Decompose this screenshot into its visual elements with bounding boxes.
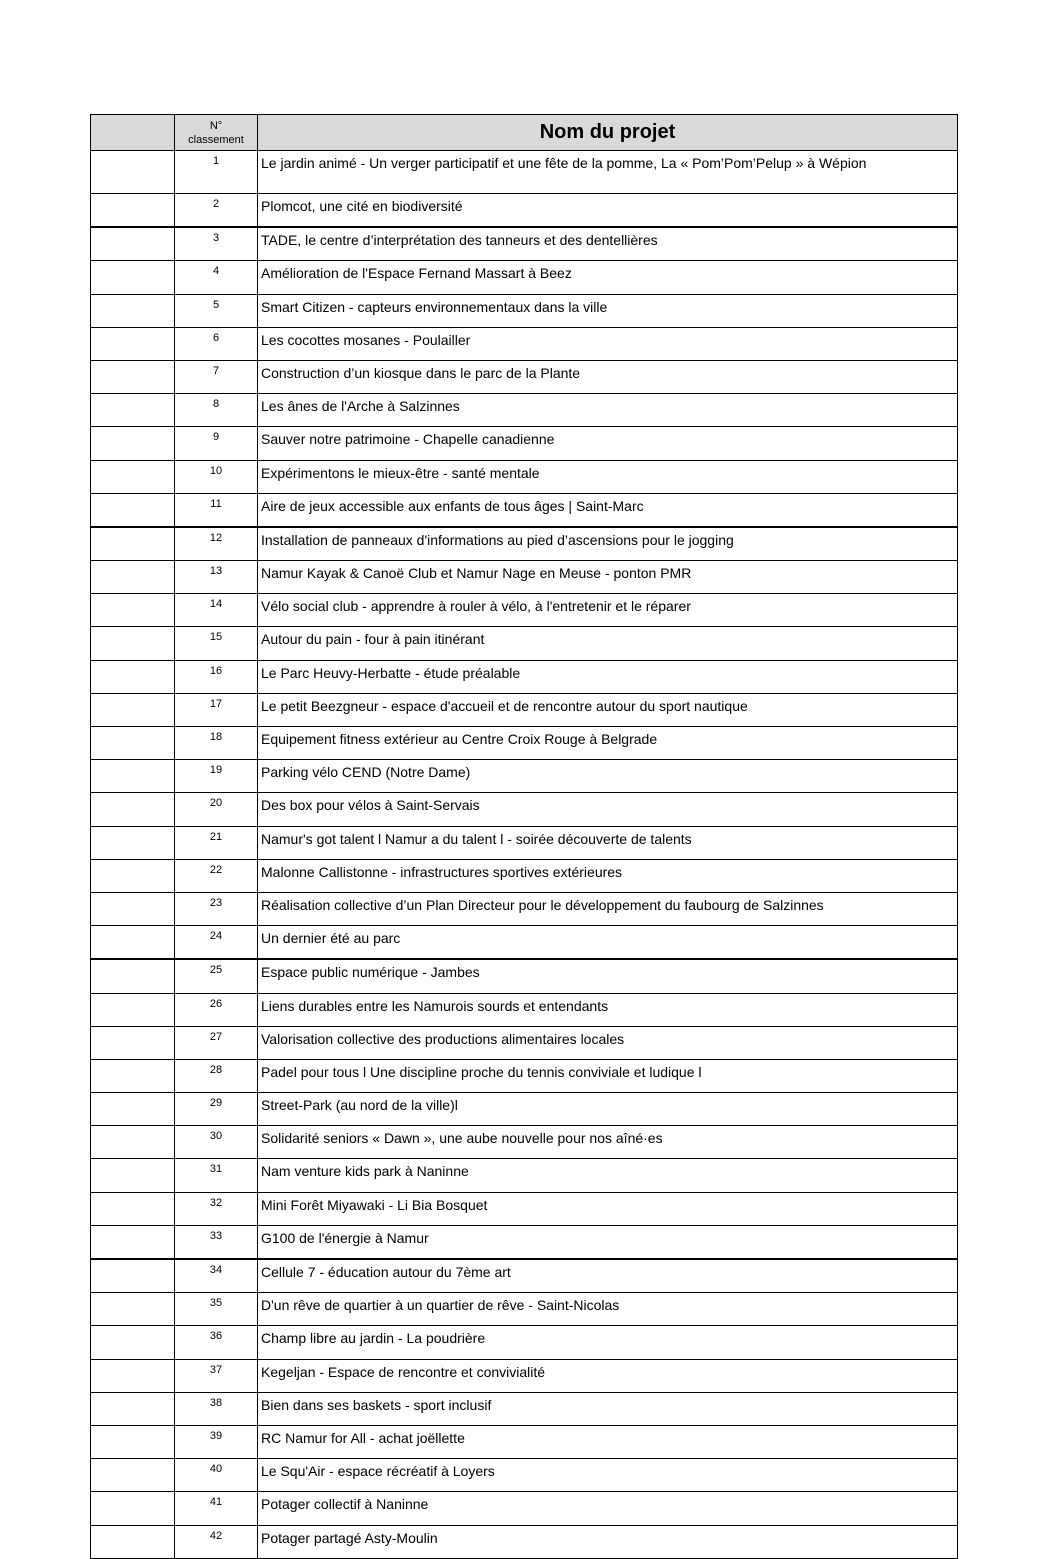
row-blank-cell (91, 327, 175, 360)
table-row (91, 227, 958, 261)
table-row (91, 1359, 958, 1392)
row-project-name: Sauver notre patrimoine - Chapelle canadienne (258, 427, 958, 460)
table-row (91, 1192, 958, 1225)
row-blank-cell (91, 727, 175, 760)
row-rank: 39 (175, 1425, 258, 1458)
row-project-name: Bien dans ses baskets - sport inclusif (258, 1392, 958, 1425)
row-blank-cell (91, 1459, 175, 1492)
row-project-name: Potager partagé Asty-Moulin (258, 1525, 958, 1558)
row-project-name: Aire de jeux accessible aux enfants de tous âges | Saint-Marc (258, 493, 958, 527)
row-project-name: Mini Forêt Miyawaki - Li Bia Bosquet (258, 1192, 958, 1225)
table-row (91, 1093, 958, 1126)
row-project-name: TADE, le centre d’interprétation des tanneurs et des dentellières (258, 227, 958, 261)
row-rank: 8 (175, 394, 258, 427)
row-blank-cell (91, 826, 175, 859)
row-rank: 9 (175, 427, 258, 460)
row-rank: 32 (175, 1192, 258, 1225)
row-project-name: Nam venture kids park à Naninne (258, 1159, 958, 1192)
row-project-name: D'un rêve de quartier à un quartier de rêve - Saint-Nicolas (258, 1293, 958, 1326)
row-blank-cell (91, 527, 175, 561)
row-project-name: Namur Kayak & Canoë Club et Namur Nage en Meuse - ponton PMR (258, 561, 958, 594)
table-row (91, 527, 958, 561)
row-blank-cell (91, 561, 175, 594)
table-row (91, 959, 958, 993)
row-rank: 5 (175, 294, 258, 327)
table-row (91, 1059, 958, 1092)
table-row (91, 826, 958, 859)
row-blank-cell (91, 1093, 175, 1126)
row-rank: 20 (175, 793, 258, 826)
row-project-name: Le Parc Heuvy-Herbatte - étude préalable (258, 660, 958, 693)
table-row (91, 327, 958, 360)
row-rank: 40 (175, 1459, 258, 1492)
row-rank: 3 (175, 227, 258, 261)
table-row (91, 1126, 958, 1159)
row-project-name: Autour du pain - four à pain itinérant (258, 627, 958, 660)
row-rank: 12 (175, 527, 258, 561)
row-blank-cell (91, 394, 175, 427)
row-project-name: Malonne Callistonne - infrastructures sportives extérieures (258, 859, 958, 892)
table-row (91, 294, 958, 327)
row-rank: 33 (175, 1225, 258, 1259)
row-rank: 2 (175, 194, 258, 228)
row-blank-cell (91, 1525, 175, 1558)
row-project-name: Expérimentons le mieux-être - santé mentale (258, 460, 958, 493)
row-project-name: Liens durables entre les Namurois sourds et entendants (258, 993, 958, 1026)
row-rank: 1 (175, 151, 258, 194)
header-rank-label-line2: classement (188, 133, 244, 146)
row-rank: 41 (175, 1492, 258, 1525)
row-rank: 14 (175, 594, 258, 627)
row-blank-cell (91, 1326, 175, 1359)
row-blank-cell (91, 1425, 175, 1458)
row-blank-cell (91, 926, 175, 960)
row-project-name: Le petit Beezgneur - espace d'accueil et de rencontre autour du sport nautique (258, 693, 958, 726)
row-blank-cell (91, 261, 175, 294)
table-header-row (91, 115, 958, 151)
header-rank-label-line1: N° (209, 119, 223, 132)
row-project-name: Smart Citizen - capteurs environnementaux dans la ville (258, 294, 958, 327)
row-rank: 10 (175, 460, 258, 493)
row-project-name: Réalisation collective d’un Plan Directeur pour le développement du faubourg de Salzinnes (258, 892, 958, 925)
row-project-name: Amélioration de l'Espace Fernand Massart à Beez (258, 261, 958, 294)
row-blank-cell (91, 294, 175, 327)
table-row (91, 1459, 958, 1492)
row-blank-cell (91, 627, 175, 660)
table-row (91, 727, 958, 760)
row-blank-cell (91, 760, 175, 793)
row-blank-cell (91, 1126, 175, 1159)
row-rank: 25 (175, 959, 258, 993)
row-rank: 36 (175, 1326, 258, 1359)
row-rank: 42 (175, 1525, 258, 1558)
table-body (91, 151, 958, 1559)
row-rank: 24 (175, 926, 258, 960)
row-project-name: Potager collectif à Naninne (258, 1492, 958, 1525)
row-blank-cell (91, 460, 175, 493)
table-row (91, 1293, 958, 1326)
table-row (91, 261, 958, 294)
row-rank: 37 (175, 1359, 258, 1392)
row-blank-cell (91, 227, 175, 261)
table-row (91, 1425, 958, 1458)
row-blank-cell (91, 360, 175, 393)
table-row (91, 394, 958, 427)
row-blank-cell (91, 1059, 175, 1092)
table-row (91, 151, 958, 194)
row-project-name: Construction d’un kiosque dans le parc de la Plante (258, 360, 958, 393)
row-project-name: Parking vélo CEND (Notre Dame) (258, 760, 958, 793)
row-rank: 34 (175, 1259, 258, 1293)
table-row (91, 993, 958, 1026)
row-blank-cell (91, 194, 175, 228)
header-project-name: Nom du projet (258, 115, 958, 151)
row-blank-cell (91, 892, 175, 925)
row-rank: 11 (175, 493, 258, 527)
table-row (91, 660, 958, 693)
row-blank-cell (91, 859, 175, 892)
row-blank-cell (91, 1359, 175, 1392)
row-rank: 16 (175, 660, 258, 693)
row-project-name: Les ânes de l'Arche à Salzinnes (258, 394, 958, 427)
row-blank-cell (91, 1026, 175, 1059)
row-project-name: RC Namur for All - achat joëllette (258, 1425, 958, 1458)
row-rank: 27 (175, 1026, 258, 1059)
table-row (91, 493, 958, 527)
table-row (91, 1326, 958, 1359)
table-row (91, 594, 958, 627)
row-rank: 7 (175, 360, 258, 393)
row-blank-cell (91, 793, 175, 826)
table-row (91, 693, 958, 726)
table-row (91, 1525, 958, 1558)
row-rank: 28 (175, 1059, 258, 1092)
table-row (91, 859, 958, 892)
table-row (91, 627, 958, 660)
row-project-name: Kegeljan - Espace de rencontre et convivialité (258, 1359, 958, 1392)
row-blank-cell (91, 1225, 175, 1259)
row-project-name: Equipement fitness extérieur au Centre Croix Rouge à Belgrade (258, 727, 958, 760)
row-blank-cell (91, 660, 175, 693)
row-project-name: Padel pour tous l Une discipline proche du tennis conviviale et ludique l (258, 1059, 958, 1092)
row-blank-cell (91, 693, 175, 726)
table-row (91, 1159, 958, 1192)
row-project-name: Street-Park (au nord de la ville)l (258, 1093, 958, 1126)
row-project-name: Champ libre au jardin - La poudrière (258, 1326, 958, 1359)
table-row (91, 926, 958, 960)
table-row (91, 427, 958, 460)
table-row (91, 561, 958, 594)
row-project-name: G100 de l'énergie à Namur (258, 1225, 958, 1259)
row-project-name: Les cocottes mosanes - Poulailler (258, 327, 958, 360)
table-row (91, 460, 958, 493)
row-rank: 35 (175, 1293, 258, 1326)
row-blank-cell (91, 1259, 175, 1293)
row-blank-cell (91, 1192, 175, 1225)
header-blank-cell (91, 115, 175, 151)
row-rank: 15 (175, 627, 258, 660)
table-row (91, 760, 958, 793)
row-blank-cell (91, 1159, 175, 1192)
row-rank: 6 (175, 327, 258, 360)
table-row (91, 360, 958, 393)
row-project-name: Vélo social club - apprendre à rouler à vélo, à l'entretenir et le réparer (258, 594, 958, 627)
row-project-name: Le jardin animé - Un verger participatif et une fête de la pomme, La « Pom’Pom’Pelup » à Wépion (258, 151, 958, 194)
row-rank: 30 (175, 1126, 258, 1159)
row-rank: 29 (175, 1093, 258, 1126)
row-blank-cell (91, 427, 175, 460)
row-blank-cell (91, 959, 175, 993)
table-row (91, 1225, 958, 1259)
row-project-name: Espace public numérique - Jambes (258, 959, 958, 993)
table-row (91, 892, 958, 925)
table-row (91, 793, 958, 826)
row-blank-cell (91, 493, 175, 527)
row-project-name: Plomcot, une cité en biodiversité (258, 194, 958, 228)
row-project-name: Un dernier été au parc (258, 926, 958, 960)
row-rank: 18 (175, 727, 258, 760)
row-project-name: Installation de panneaux d'informations au pied d’ascensions pour le jogging (258, 527, 958, 561)
row-blank-cell (91, 1293, 175, 1326)
row-rank: 13 (175, 561, 258, 594)
table-row (91, 1026, 958, 1059)
project-ranking-table (90, 114, 958, 1559)
row-rank: 31 (175, 1159, 258, 1192)
table-row (91, 194, 958, 228)
header-rank-cell (175, 115, 258, 151)
table-row (91, 1259, 958, 1293)
row-rank: 22 (175, 859, 258, 892)
row-project-name: Le Squ'Air - espace récréatif à Loyers (258, 1459, 958, 1492)
row-project-name: Cellule 7 - éducation autour du 7ème art (258, 1259, 958, 1293)
row-blank-cell (91, 993, 175, 1026)
row-blank-cell (91, 594, 175, 627)
row-rank: 38 (175, 1392, 258, 1425)
row-rank: 17 (175, 693, 258, 726)
row-project-name: Des box pour vélos à Saint-Servais (258, 793, 958, 826)
row-project-name: Valorisation collective des productions alimentaires locales (258, 1026, 958, 1059)
row-rank: 23 (175, 892, 258, 925)
row-rank: 26 (175, 993, 258, 1026)
row-rank: 4 (175, 261, 258, 294)
row-blank-cell (91, 1392, 175, 1425)
row-rank: 21 (175, 826, 258, 859)
row-blank-cell (91, 151, 175, 194)
row-project-name: Namur's got talent l Namur a du talent l - soirée découverte de talents (258, 826, 958, 859)
row-project-name: Solidarité seniors « Dawn », une aube nouvelle pour nos aîné·es (258, 1126, 958, 1159)
table-row (91, 1392, 958, 1425)
row-rank: 19 (175, 760, 258, 793)
